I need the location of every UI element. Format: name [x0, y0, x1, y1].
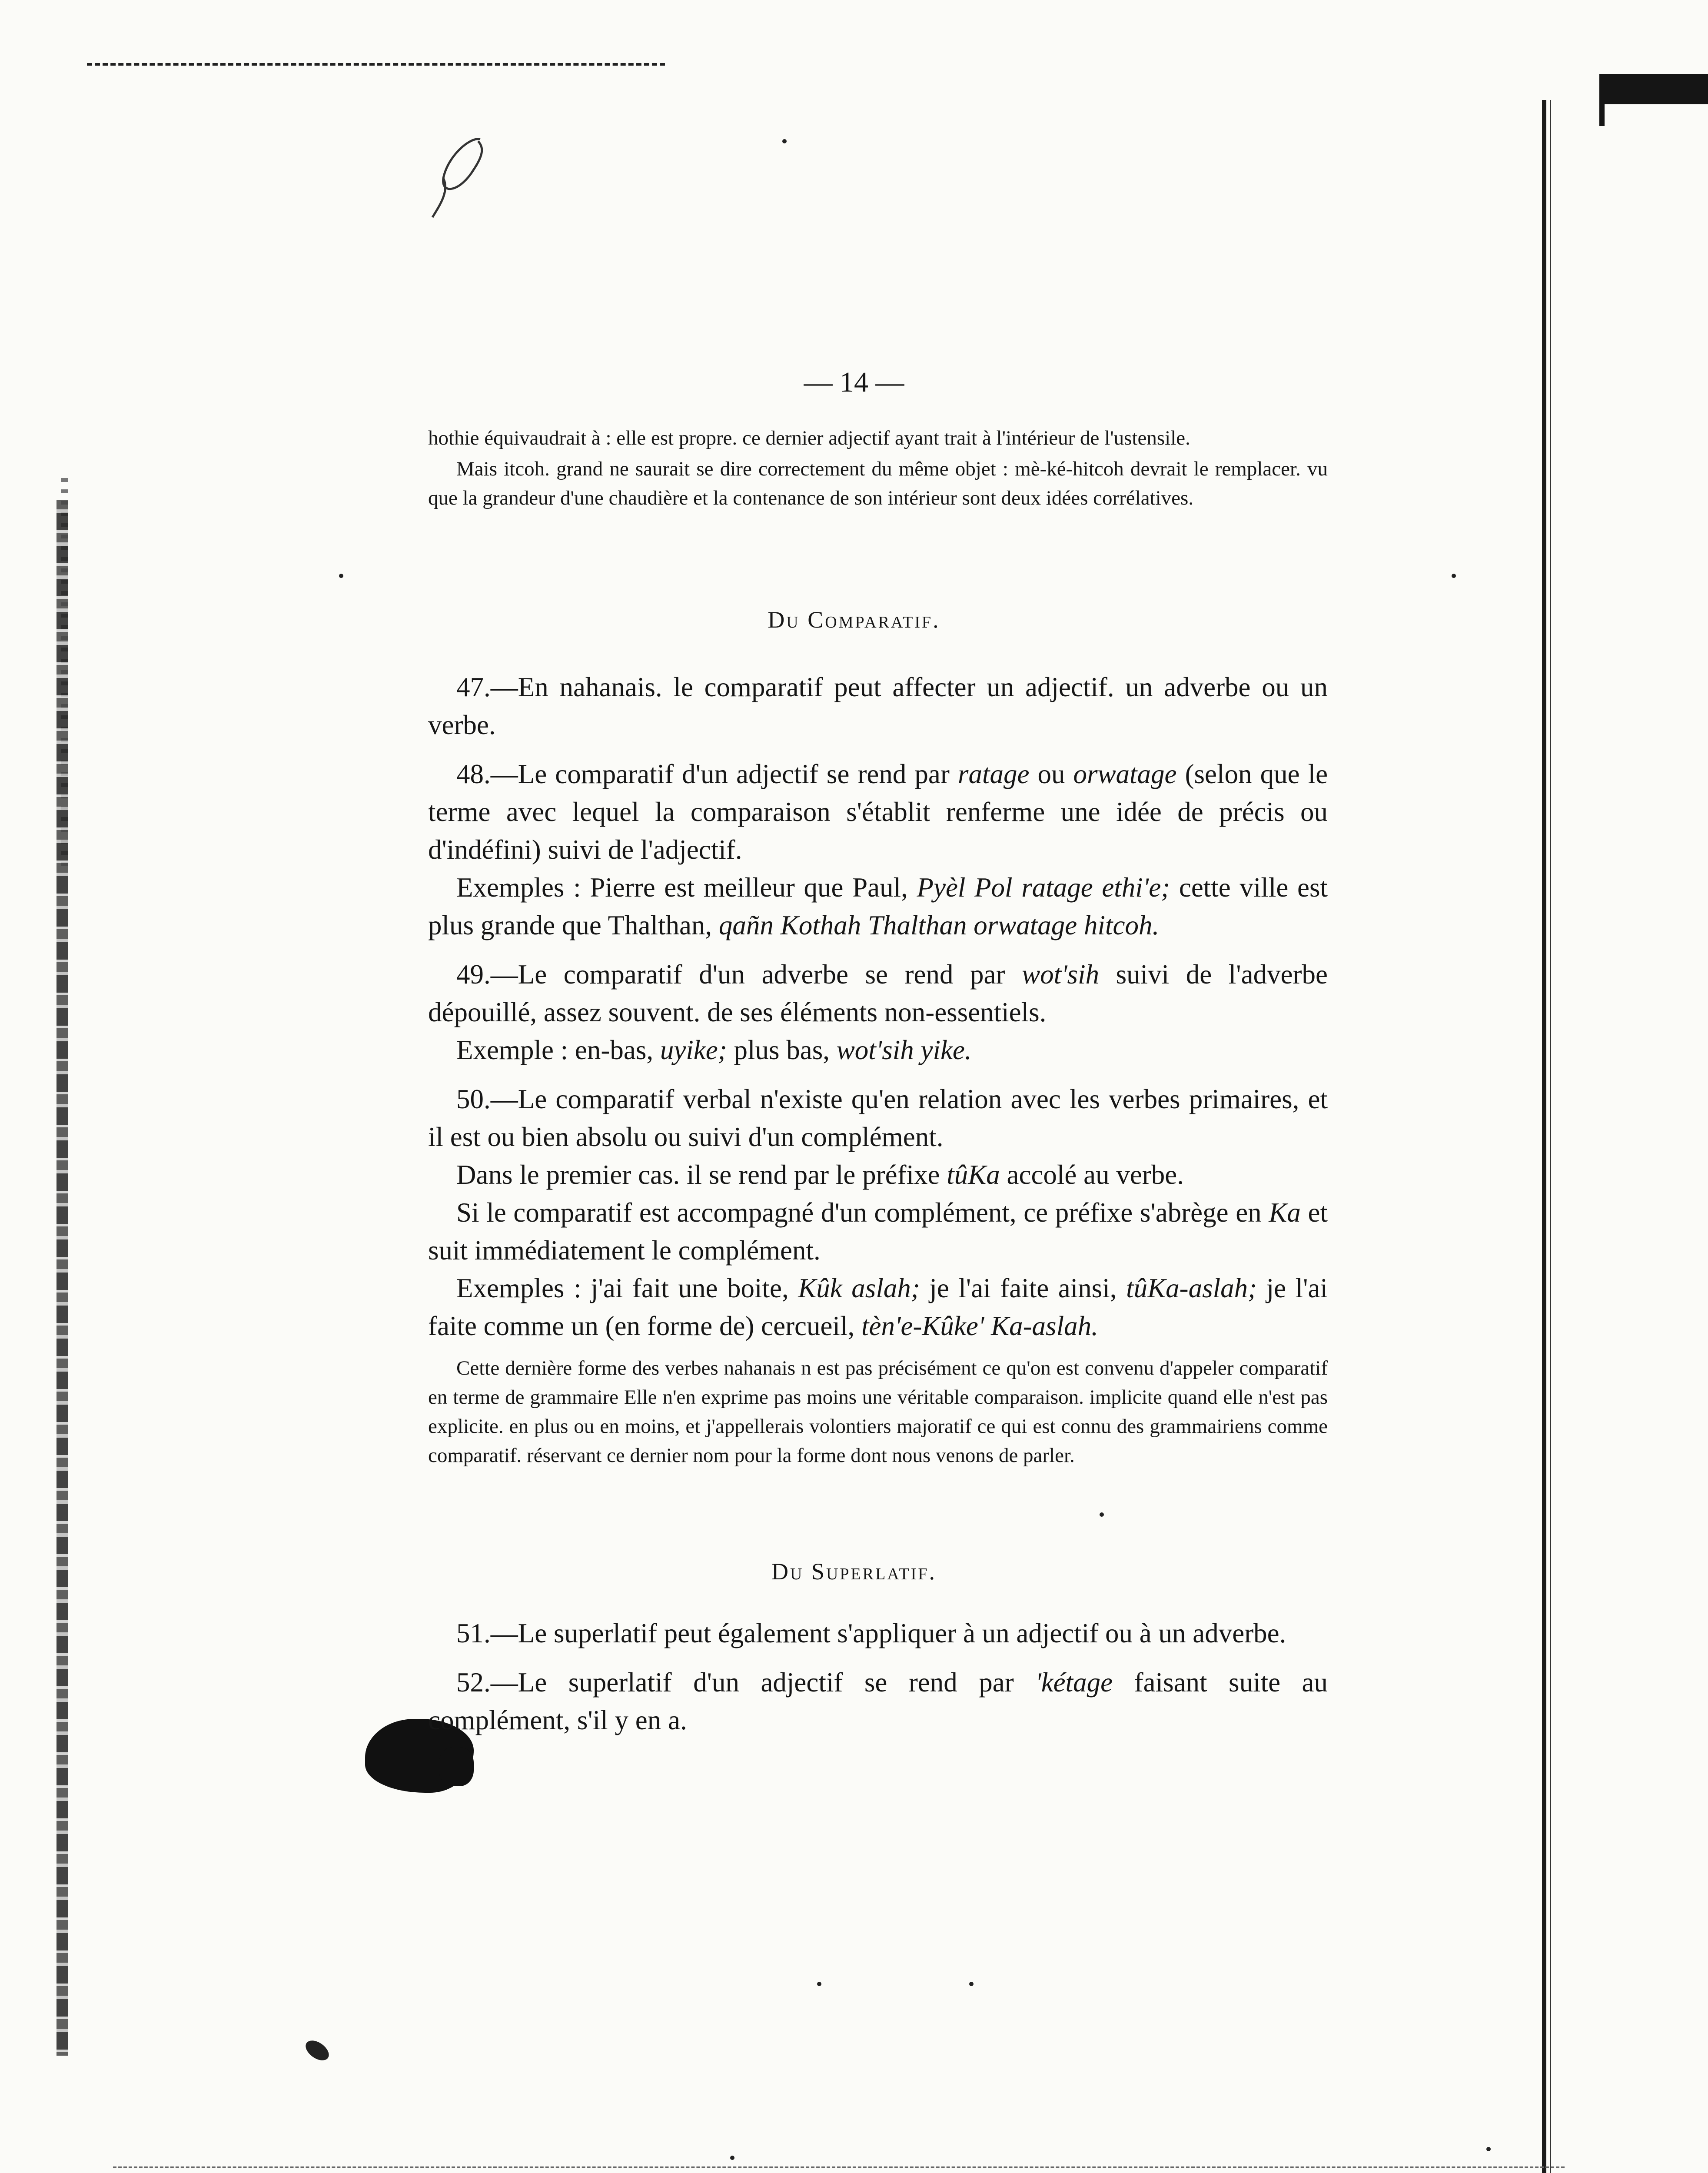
nahanais-term: Pyèl Pol ratage ethi'e; — [917, 872, 1170, 903]
note-majoratif: Cette dernière forme des verbes nahanais n est pas précisément ce qu'on est convenu d'appeler comparatif en terme de grammaire Elle n'en exprime pas moins une véritable comparaison. implicite quand elle n'est pas explicite. en plus ou en moins, et j'appellerais volontiers majoratif ce qui est connu des grammairiens comme comparatif. réservant ce dernier nom pour la forme dont nous venons de parler. — [428, 1357, 1328, 1467]
paragraph-49 — [428, 956, 1328, 1031]
top-note — [428, 424, 1328, 513]
text: Exemples : j'ai fait une boite, — [456, 1273, 789, 1303]
dust-speck — [1452, 574, 1456, 578]
nahanais-term: qañn Kothah Thalthan orwatage hitcoh. — [718, 910, 1160, 940]
text: plus bas, — [734, 1035, 830, 1065]
paragraph-50-c — [428, 1194, 1328, 1269]
section-heading-comparatif: Du Comparatif. — [768, 607, 940, 633]
nahanais-term: 'kétage — [1035, 1667, 1113, 1698]
nahanais-term: uyike; — [660, 1035, 727, 1065]
paragraph-50-examples — [428, 1269, 1328, 1345]
comparatif-body — [428, 668, 1328, 1470]
text: je l'ai faite comme un (en forme de) cercueil, — [428, 1273, 1328, 1341]
nahanais-term: Ka — [1269, 1197, 1301, 1228]
ink-smudge — [302, 2037, 332, 2064]
paragraph-50: 50.—Le comparatif verbal n'existe qu'en relation avec les verbes primaires, et il est ou bien absolu ou suivi d'un complément. — [428, 1084, 1328, 1152]
dust-speck — [339, 574, 343, 578]
scan-top-edge — [87, 63, 665, 66]
nahanais-term: tûKa — [947, 1160, 1000, 1190]
text: 48.—Le comparatif d'un adjectif se rend par — [456, 759, 950, 789]
text: faisant suite au complément, s'il y en a. — [428, 1667, 1328, 1735]
text: cette ville est plus grande que Thalthan, — [428, 872, 1328, 940]
dust-speck — [817, 1982, 821, 1986]
paragraph-51: 51.—Le superlatif peut également s'appliquer à un adjectif ou à un adverbe. — [456, 1618, 1286, 1648]
page-number: — 14 — — [804, 366, 904, 398]
paragraph-48-examples — [428, 869, 1328, 944]
text: accolé au verbe. — [1007, 1160, 1184, 1190]
ink-blot-tail — [439, 1747, 474, 1786]
dust-speck — [782, 139, 787, 143]
dust-speck — [1100, 1512, 1104, 1517]
text: je l'ai faite ainsi, — [929, 1273, 1117, 1303]
paragraph-50-b — [428, 1156, 1328, 1194]
scan-corner-mark-stem — [1599, 100, 1605, 126]
text: Dans le premier cas. il se rend par le préfixe — [456, 1160, 940, 1190]
text: Exemples : Pierre est meilleur que Paul, — [456, 872, 908, 903]
nahanais-term: tèn'e-Kûke' Ka-aslah. — [861, 1311, 1098, 1341]
scan-bottom-edge — [113, 2166, 1565, 2168]
nahanais-term: Kûk aslah; — [798, 1273, 920, 1303]
dust-speck — [1486, 2147, 1491, 2151]
paragraph-52 — [428, 1664, 1328, 1739]
note-paragraph: Mais itcoh. grand ne saurait se dire correctement du même objet : mè-ké-hitcoh devrait le remplacer. vu que la grandeur d'une chaudière et la contenance de son intérieur sont deux idées corrélatives. — [428, 458, 1328, 509]
nahanais-term: tûKa-aslah; — [1126, 1273, 1257, 1303]
text: Exemple : en-bas, — [456, 1035, 654, 1065]
nahanais-term: wot'sih — [1022, 959, 1100, 990]
scan-corner-mark — [1599, 74, 1708, 104]
text: suivi de l'adverbe dépouillé, assez souvent. de ses éléments non-essentiels. — [428, 959, 1328, 1027]
nahanais-term: ratage — [957, 759, 1030, 789]
text: Si le comparatif est accompagné d'un complément, ce préfixe s'abrège en — [456, 1197, 1262, 1228]
text: et suit immédiatement le complément. — [428, 1197, 1328, 1266]
scan-right-edge — [1542, 100, 1546, 2173]
scan-right-edge-inner — [1550, 100, 1551, 2173]
dust-speck — [969, 1982, 974, 1986]
nahanais-term: orwatage — [1073, 759, 1177, 789]
pencil-mark — [430, 130, 504, 222]
note-paragraph: hothie équivaudrait à : elle est propre. ce dernier adjectif ayant trait à l'intérieur de l'ustensile. — [428, 427, 1190, 449]
dust-speck — [730, 2156, 734, 2160]
nahanais-term: wot'sih yike. — [836, 1035, 972, 1065]
text: 49.—Le comparatif d'un adverbe se rend par — [456, 959, 1005, 990]
section-heading-superlatif: Du Superlatif. — [771, 1558, 937, 1585]
text: 52.—Le superlatif d'un adjectif se rend par — [456, 1667, 1014, 1698]
text: (selon que le terme avec lequel la comparaison s'établit renferme une idée de précis ou d'indéfini) suivi de l'adjectif. — [428, 759, 1328, 865]
superlatif-body — [428, 1615, 1328, 1739]
text: ou — [1037, 759, 1065, 789]
paragraph-47: 47.—En nahanais. le comparatif peut affecter un adjectif. un adverbe ou un verbe. — [428, 672, 1328, 740]
paragraph-49-example — [428, 1031, 1328, 1069]
paragraph-48 — [428, 755, 1328, 869]
scan-left-edge — [56, 500, 68, 2056]
